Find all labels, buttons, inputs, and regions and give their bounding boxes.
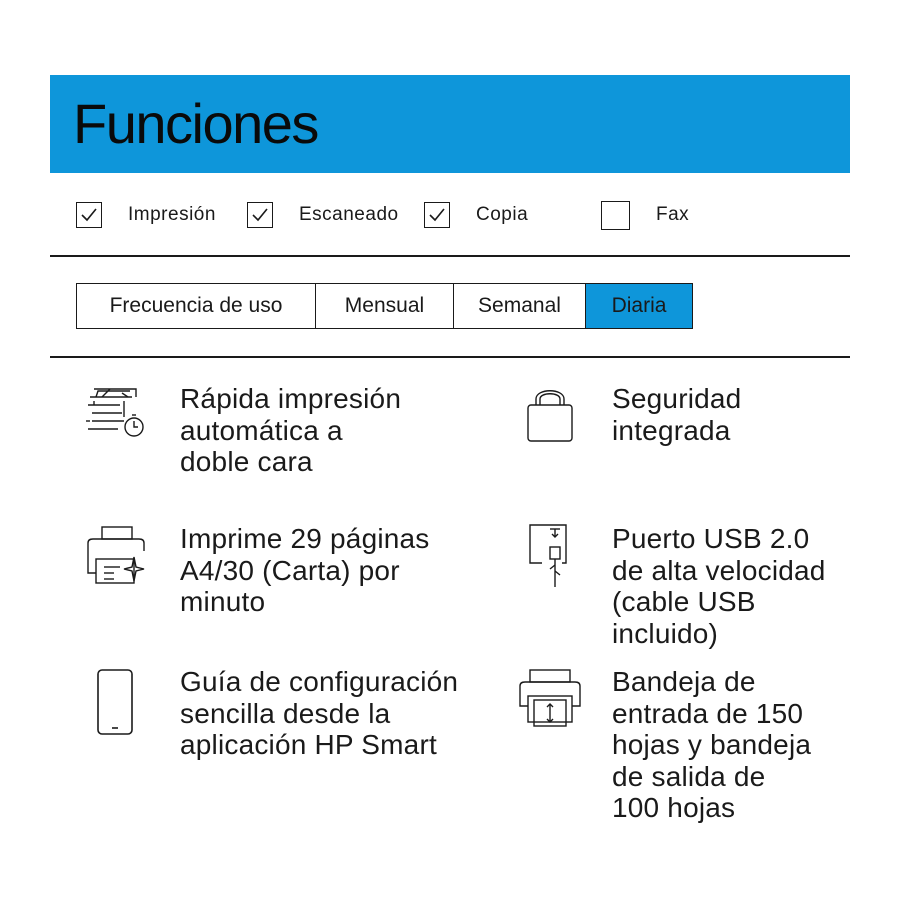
feature-duplex [84, 383, 464, 493]
feature-text: Seguridad integrada [612, 383, 742, 446]
check-icon [79, 205, 99, 225]
frequency-option-weekly[interactable]: Semanal [454, 284, 586, 328]
feature-text: Rápida impresión automática a doble cara [180, 383, 402, 477]
feature-text: Guía de configuración sencilla desde la aplicación HP Smart [180, 666, 459, 760]
divider [50, 255, 850, 257]
feature-usb [518, 523, 848, 653]
smartphone-icon [84, 666, 148, 738]
header-banner [50, 75, 850, 173]
function-label: Copia [476, 204, 529, 225]
function-print[interactable] [76, 200, 216, 230]
feature-paper-tray [518, 666, 848, 836]
divider [50, 356, 850, 358]
checkbox-checked[interactable] [76, 202, 102, 228]
function-copy[interactable] [424, 200, 528, 230]
function-label: Fax [656, 204, 690, 225]
usage-frequency-selector [76, 283, 693, 329]
frequency-option-monthly[interactable]: Mensual [316, 284, 454, 328]
checkbox-checked[interactable] [424, 202, 450, 228]
padlock-icon [518, 383, 582, 447]
frequency-option-daily[interactable]: Diaria [586, 284, 692, 328]
page-title: Funciones [73, 92, 318, 155]
checkbox-checked[interactable] [247, 202, 273, 228]
feature-text: Bandeja de entrada de 150 hojas y bandeja de salida de 100 hojas [612, 666, 812, 823]
check-icon [427, 205, 447, 225]
function-label: Impresión [128, 204, 216, 225]
checkbox-unchecked[interactable] [601, 201, 630, 230]
usage-frequency-label: Frecuencia de uso [77, 284, 316, 328]
feature-text: Puerto USB 2.0 de alta velocidad (cable USB incluido) [612, 523, 826, 649]
function-fax[interactable] [601, 200, 689, 230]
feature-text: Imprime 29 páginas A4/30 (Carta) por minuto [180, 523, 430, 617]
functions-row [0, 200, 900, 230]
duplex-print-timer-icon [84, 383, 148, 447]
printer-sparkle-icon [84, 523, 148, 587]
feature-setup [84, 666, 484, 776]
check-icon [250, 205, 270, 225]
function-label: Escaneado [299, 204, 399, 225]
usb-port-icon [518, 523, 582, 587]
paper-tray-icon [518, 666, 582, 730]
feature-print-speed [84, 523, 464, 633]
function-scan[interactable] [247, 200, 399, 230]
feature-security [518, 383, 848, 463]
